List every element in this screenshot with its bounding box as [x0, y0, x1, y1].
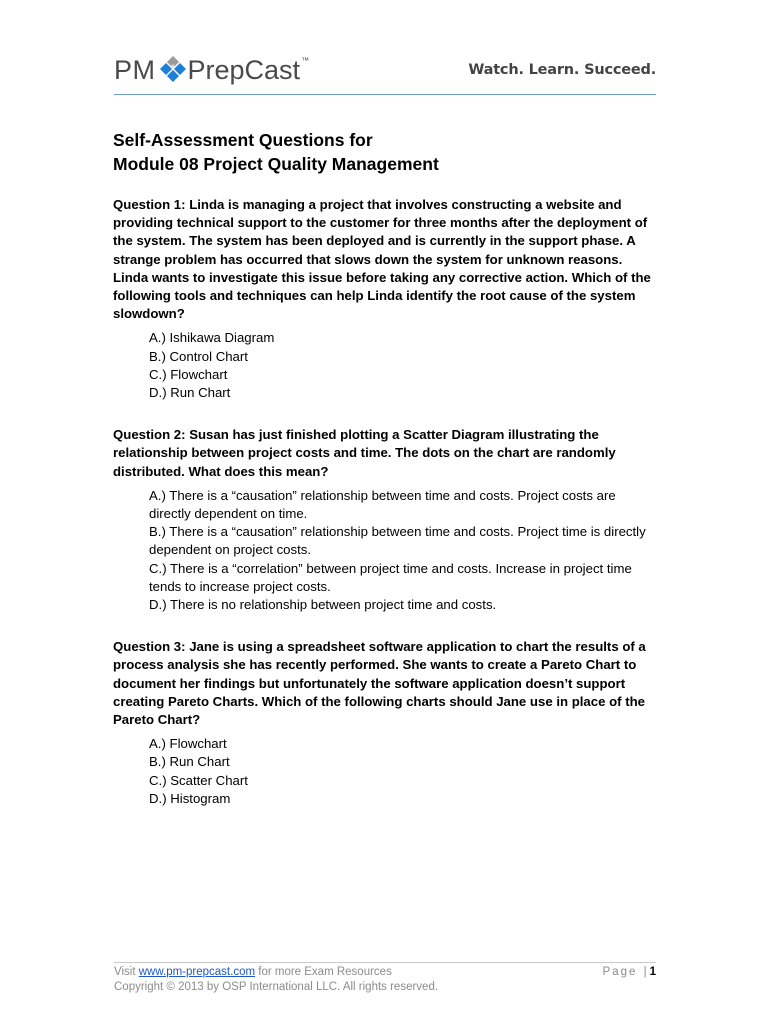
logo-trademark: ™: [301, 55, 310, 65]
page-indicator: [603, 965, 656, 980]
title-line-2: Module 08 Project Quality Management: [113, 154, 439, 174]
answer-option: C.) Flowchart: [149, 366, 228, 382]
logo-diamond-icon: [160, 55, 186, 85]
title-line-1: Self-Assessment Questions for: [113, 130, 373, 150]
header-divider: [114, 94, 656, 95]
logo-pm-text: PM: [114, 54, 156, 85]
copyright-text: Copyright © 2013 by OSP International LLC. All rights reserved.: [114, 980, 439, 993]
answer-options: [149, 735, 658, 808]
website-link[interactable]: www.pm-prepcast.com: [138, 966, 256, 978]
page-number: 1: [649, 966, 656, 978]
answer-option: A.) Flowchart: [149, 736, 227, 752]
question-block-3: [113, 638, 658, 808]
document-body: [113, 128, 658, 832]
answer-option: C.) Scatter Chart: [149, 772, 248, 788]
page-word: Page: [602, 966, 638, 978]
footer-more-text: for more Exam Resources: [258, 966, 392, 978]
logo-prepcast-text: PrepCast: [187, 54, 301, 85]
answer-option: B.) There is a “causation” relationship between time and costs. Project time is directly dependent on project costs.: [149, 524, 646, 558]
question-block-1: [113, 196, 658, 402]
answer-options: [149, 487, 658, 614]
question-block-2: [113, 426, 658, 614]
answer-option: B.) Control Chart: [149, 348, 248, 364]
answer-options: [149, 329, 658, 402]
answer-option: B.) Run Chart: [149, 754, 230, 770]
answer-option: D.) Histogram: [149, 790, 231, 806]
question-text: Question 1: Linda is managing a project that involves constructing a website and providing technical support to the customer for three months after the deployment of the system. The system has been deployed and is currently in the support phase. A strange problem has occurred that slows down the system for unknown reasons. Linda wants to investigate this issue before taking any corrective action. Which of the following tools and techniques can help Linda identify the root cause of the system slowdown?: [113, 197, 651, 322]
question-text: Question 2: Susan has just finished plotting a Scatter Diagram illustrating the relationship between project costs and time. The dots on the chart are randomly distributed. What does this mean?: [113, 427, 616, 479]
footer-visit-text: Visit: [114, 966, 136, 978]
answer-option: C.) There is a “correlation” between project time and costs. Increase in project time tends to increase project costs.: [149, 560, 632, 594]
footer-visit-line: [114, 965, 656, 980]
page-footer: [114, 965, 656, 994]
answer-option: A.) There is a “causation” relationship between time and costs. Project costs are directly dependent on time.: [149, 487, 616, 522]
page-header: [114, 44, 656, 94]
footer-divider: [114, 962, 656, 963]
pm-prepcast-logo: [114, 50, 309, 90]
tagline: Watch. Learn. Succeed.: [468, 62, 656, 78]
answer-option: A.) Ishikawa Diagram: [149, 330, 275, 346]
document-title: [113, 128, 658, 176]
answer-option: D.) There is no relationship between project time and costs.: [149, 597, 497, 613]
answer-option: D.) Run Chart: [149, 385, 231, 401]
question-text: Question 3: Jane is using a spreadsheet software application to chart the results of a process analysis she has recently performed. She wants to create a Pareto Chart to document her findings but unfortunately the software application doesn’t support creating Pareto Charts. Which of the following charts should Jane use in place of the Pareto Chart?: [113, 639, 646, 728]
page-separator: |: [643, 966, 649, 978]
